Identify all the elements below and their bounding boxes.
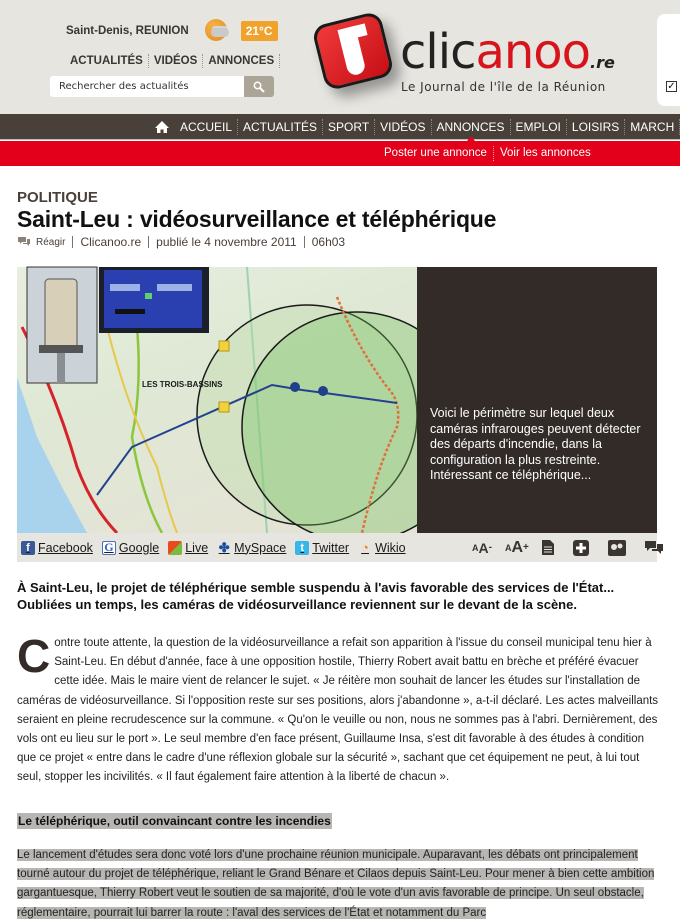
share-live[interactable]: Live [168, 541, 208, 555]
windows-live-icon [168, 541, 182, 555]
myspace-icon: ✤ [218, 539, 230, 555]
comment-icon [17, 236, 31, 248]
map-marker-2 [219, 402, 229, 412]
font-decrease-button[interactable]: A A - [472, 539, 492, 556]
weather-widget [66, 20, 278, 42]
partly-cloudy-icon [205, 19, 229, 43]
home-icon[interactable] [154, 120, 170, 134]
share-wikio[interactable]: ◔ Wikio [358, 541, 406, 555]
nav-emploi[interactable]: EMPLOI [511, 119, 567, 135]
search-input[interactable] [50, 76, 244, 97]
sub-nav [0, 141, 680, 166]
logo-wordmark: clicanoo.re [400, 24, 615, 80]
subnav-voir-annonces[interactable]: Voir les annonces [499, 147, 591, 159]
road-green [132, 327, 162, 533]
comment-icon[interactable] [645, 540, 663, 556]
search-icon [253, 81, 265, 93]
share-facebook[interactable]: f Facebook [21, 541, 93, 555]
article-subheading: Le téléphérique, outil convaincant contre les incendies [18, 814, 331, 828]
map-image[interactable] [17, 267, 417, 533]
nav-loisirs[interactable]: LOISIRS [567, 119, 625, 135]
article-title: Saint-Leu : vidéosurveillance et téléphérique [17, 206, 497, 232]
share-icon[interactable] [608, 540, 626, 556]
logo-badge-icon [311, 11, 395, 92]
location-label: Saint-Denis, REUNION [66, 25, 189, 37]
font-increase-button[interactable]: A A + [504, 538, 529, 556]
search-button[interactable] [244, 76, 274, 97]
share-toolbar [17, 533, 657, 562]
share-google[interactable]: G Google [102, 541, 159, 555]
article-date: publié le 4 novembre 2011 [156, 235, 297, 249]
print-icon[interactable] [542, 540, 554, 555]
article-meta [17, 235, 345, 249]
temperature-badge: 21°C [241, 21, 278, 41]
facebook-icon: f [21, 541, 35, 555]
checkbox[interactable]: ✓ [667, 81, 676, 92]
top-nav-actualites[interactable]: ACTUALITÉS [70, 54, 149, 68]
top-nav-videos[interactable]: VIDÉOS [149, 54, 203, 68]
article-category[interactable]: POLITIQUE [17, 189, 98, 206]
image-caption: Voici le périmètre sur lequel deux caméras infrarouges peuvent détecter des départs d'incendie, dans la configuration la plus restreinte. Intéressant ce téléphérique... [430, 406, 641, 482]
react-link[interactable]: Réagir [36, 236, 66, 248]
camera-point-2 [318, 386, 328, 396]
nav-actualites[interactable]: ACTUALITÉS [238, 119, 323, 135]
nav-sport[interactable]: SPORT [323, 119, 375, 135]
share-myspace[interactable]: ✤ MySpace [218, 539, 287, 555]
share-twitter[interactable]: t Twitter [295, 541, 349, 555]
nav-marche[interactable]: MARCH [625, 119, 680, 135]
map-marker-1 [219, 341, 229, 351]
nav-videos[interactable]: VIDÉOS [375, 119, 431, 135]
meta-divider [148, 236, 149, 248]
map-label: LES TROIS-BASSINS [142, 380, 223, 389]
road-yellow [107, 327, 177, 533]
side-panel [657, 14, 697, 106]
paragraph-text-highlighted: Le lancement d'études sera donc voté lors d'une prochaine réunion municipale. Auparavant, les débats ont principalement tourné autour du projet de téléphérique, reliant le Grand Bénare et Cilaos depuis Saint-Leu. Pour mener à bien cette ambition gargantuesque, Thierry Robert veut le soutien de sa majorité, d'où le vote d'un avis favorable de principe. Un seul obstacle, réglementaire, pourrait lui barrer la route : l'aval des services de l'État et notamment du Parc [17, 849, 655, 919]
add-icon[interactable] [573, 540, 589, 556]
wikio-icon: ◔ [361, 540, 369, 555]
drop-cap: C [17, 630, 51, 682]
google-icon: G [102, 541, 116, 555]
camera-point-1 [290, 382, 300, 392]
site-logo[interactable] [312, 14, 632, 104]
main-nav [0, 114, 680, 140]
article-tools [472, 533, 676, 562]
caption-panel [417, 267, 657, 533]
top-nav-annonces[interactable]: ANNONCES [203, 54, 280, 68]
article-lead: À Saint-Leu, le projet de téléphérique semble suspendu à l'avis favorable des services de l'État... Oubliées un temps, les caméras de vidéosurveillance reviennent sur le devant de la scène. [17, 580, 615, 612]
meta-divider [304, 236, 305, 248]
nav-accueil[interactable]: ACCUEIL [175, 119, 238, 135]
subnav-poster-annonce[interactable]: Poster une annonce [384, 146, 494, 161]
article-time: 06h03 [311, 235, 346, 249]
sea-area [17, 377, 87, 533]
article-media [17, 267, 657, 533]
article-source: Clicanoo.re [80, 235, 142, 249]
logo-tagline: Le Journal de l'île de la Réunion [401, 80, 606, 94]
article-paragraph [17, 630, 665, 788]
top-nav [70, 54, 280, 68]
paragraph-text: ontre toute attente, la question de la vidéosurveillance a refait son apparition à l'issue du conseil municipal tenu hier à Saint-Leu. En début d'année, face à une opposition hostile, Thierry Robert avait battu en brèche et préféré évacuer cette idée. Mais le maire vient de relancer le sujet. « Je réitère mon souhait de lancer les études sur l'installation de caméras de vidéosurveillance. Si l'opposition reste sur ses positions, alors j'abandonne », a-t-il déclaré. Les actes malveillants seraient en pleine recrudescence sur la commune. « Qu'on le veuille ou non, nous ne sommes pas à l'abri. Dernièrement, des vols ont eu lieu sur le port ». Le seul membre d'en face présent, Guillaume Insa, s'est dit favorable à des études à condition que ce projet « entre dans le cadre d'une réflexion globale sur la sécurité », sachant que cet équipement ne peut, à lui tout seul, stopper les incivilités. « Il faut également faire attention à la liberté de chacun ». [17, 637, 659, 784]
search-form [50, 76, 274, 97]
article-paragraph-2 [17, 846, 665, 923]
meta-divider [72, 236, 73, 248]
twitter-icon: t [295, 541, 309, 555]
site-header [0, 0, 680, 114]
nav-annonces[interactable]: ANNONCES [432, 119, 511, 135]
